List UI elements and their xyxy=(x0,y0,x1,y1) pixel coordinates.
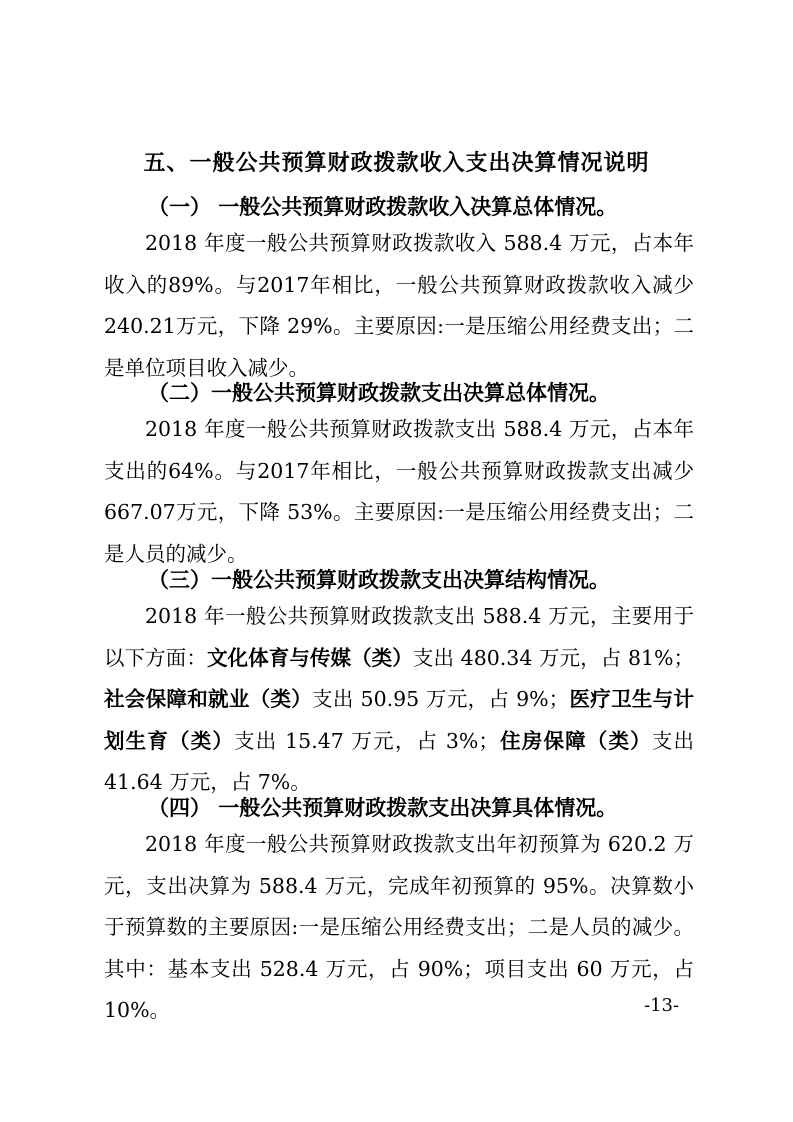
category-housing: 住房保障（类） xyxy=(498,728,652,753)
paragraph-3-intro: 2018 年一般公共预算财政拨款支出 588.4 万元，主要用于以下方面： xyxy=(104,604,694,670)
paragraph-1: 2018 年度一般公共预算财政拨款收入 588.4 万元，占本年收入的89%。与2017年相比，一般公共预算财政拨款收入减少240.21万元，下降 29%。主要原因:一是压缩公用经费支出；二是单位项目收入减少。 xyxy=(104,231,694,380)
category-housing-text: 支出 41.64 万元，占 7%。 xyxy=(104,728,695,794)
category-culture-text: 支出 480.34 万元，占 81%； xyxy=(412,645,695,670)
category-social-security: 社会保障和就业（类） xyxy=(104,687,313,711)
heading-2: （二）一般公共预算财政拨款支出决算总体情况。 xyxy=(148,381,610,405)
heading-4: （四） 一般公共预算财政拨款支出决算具体情况。 xyxy=(148,796,618,820)
paragraph-3 xyxy=(104,596,694,804)
category-health-text: 支出 15.47 万元，占 3%； xyxy=(234,728,499,753)
category-culture: 文化体育与传媒（类） xyxy=(206,645,413,670)
category-social-security-text: 支出 50.95 万元，占 9%； xyxy=(312,687,570,711)
section-title: 五、一般公共预算财政拨款收入支出决算情况说明 xyxy=(143,151,650,176)
paragraph-4: 2018 年度一般公共预算财政拨款支出年初预算为 620.2 万元，支出决算为 588.4 万元，完成年初预算的 95%。决算数小于预算数的主要原因:一是压缩公用经费支出；二是人员的减少。其中：基本支出 528.4 万元，占 90%；项目支出 60 万元，占 10%。 xyxy=(104,832,694,1022)
page-number: -13- xyxy=(644,995,680,1016)
paragraph-2: 2018 年度一般公共预算财政拨款支出 588.4 万元，占本年支出的64%。与2017年相比，一般公共预算财政拨款支出减少667.07万元，下降 53%。主要原因:一是压缩公用经费支出；二是人员的减少。 xyxy=(104,417,694,566)
heading-1: （一） 一般公共预算财政拨款收入决算总体情况。 xyxy=(148,195,618,219)
heading-3: （三）一般公共预算财政拨款支出决算结构情况。 xyxy=(148,568,610,592)
category-health: 医疗卫生与计划生育（类） xyxy=(104,687,694,753)
